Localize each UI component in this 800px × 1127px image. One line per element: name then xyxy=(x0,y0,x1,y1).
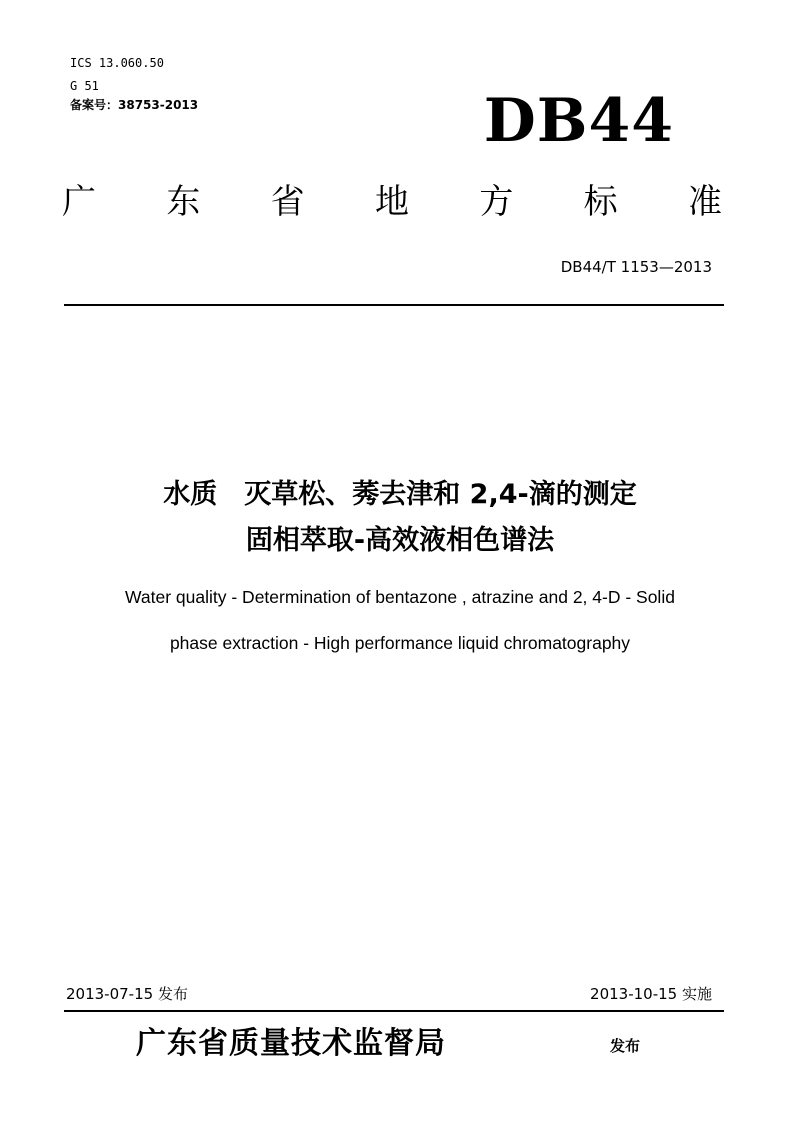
title-english-line-1: Water quality - Determination of bentazone , atrazine and 2, 4-D - Solid xyxy=(125,587,675,607)
issuer-suffix: 发布 xyxy=(610,1037,641,1055)
standard-type-char: 地 xyxy=(374,182,409,222)
standard-type-char: 方 xyxy=(479,182,514,222)
ics-code: ICS 13.060.50 xyxy=(70,56,164,70)
record-number: 备案号：38753-2013 xyxy=(70,98,199,112)
issuing-authority: 广东省质量技术监督局 xyxy=(136,1026,446,1061)
standard-type-char: 广 xyxy=(62,182,96,222)
bottom-divider xyxy=(64,1010,724,1012)
standard-type-char: 省 xyxy=(270,182,305,222)
standard-code: DB44 xyxy=(483,86,674,156)
title-english-line-2: phase extraction - High performance liquid chromatography xyxy=(169,633,631,653)
standard-number: DB44/T 1153—2013 xyxy=(560,258,712,276)
standard-type-char: 标 xyxy=(583,182,618,222)
standard-type-char: 准 xyxy=(687,182,722,222)
classification-code: G 51 xyxy=(70,79,99,93)
title-chinese-line-1: 水质 灭草松、莠去津和 2,4-滴的测定 xyxy=(163,479,637,510)
top-divider xyxy=(64,304,724,306)
standard-type-char: 东 xyxy=(166,182,201,222)
issue-date: 2013-07-15 发布 xyxy=(66,985,188,1003)
standard-type xyxy=(62,182,722,222)
title-chinese-line-2: 固相萃取-高效液相色谱法 xyxy=(245,525,555,556)
implementation-date: 2013-10-15 实施 xyxy=(590,985,712,1003)
